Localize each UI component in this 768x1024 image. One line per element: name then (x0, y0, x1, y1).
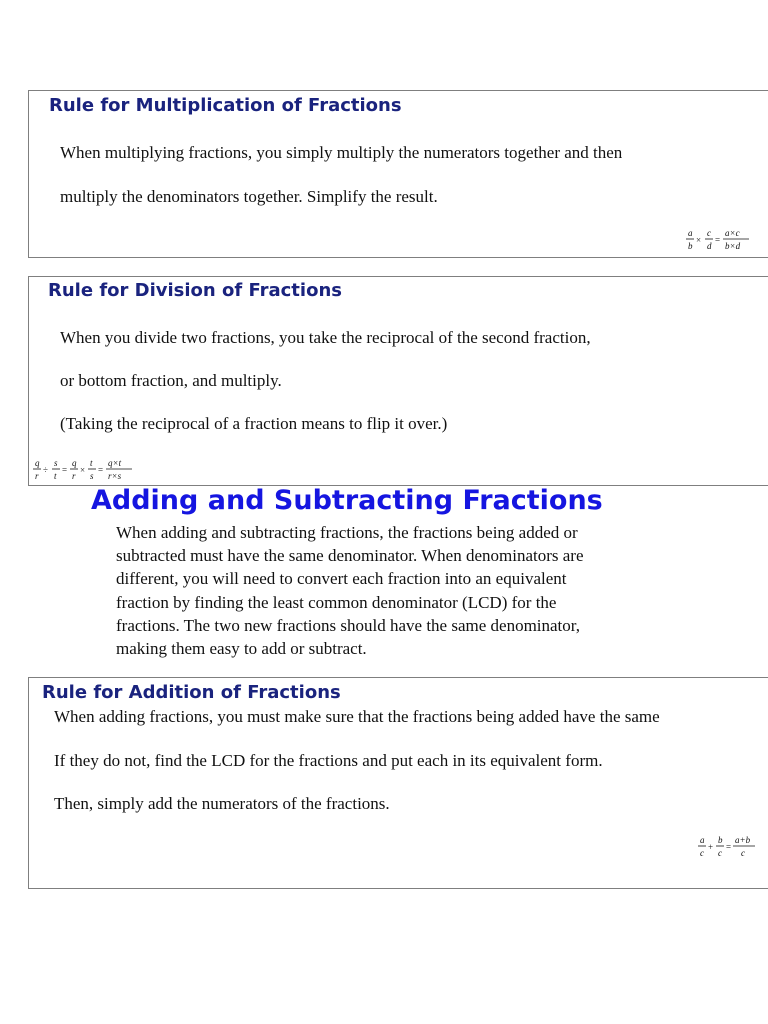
adding-subtracting-line-3: different, you will need to convert each fraction into an equivalent (116, 569, 567, 589)
svg-text:s: s (54, 458, 58, 468)
adding-subtracting-line-1: When adding and subtracting fractions, the fractions being added or (116, 523, 578, 542)
adding-subtracting-line-4: fraction by finding the least common denominator (LCD) for the (116, 592, 557, 612)
svg-text:s: s (90, 471, 94, 481)
svg-text:b×d: b×d (725, 241, 741, 251)
multiplication-line-1: When multiplying fractions, you simply multiply the numerators together and then (60, 143, 623, 162)
svg-text:b: b (688, 241, 693, 251)
addition-formula (697, 832, 763, 862)
svg-text:=: = (715, 235, 721, 245)
multiplication-formula (685, 225, 757, 255)
multiplication-rule-title: Rule for Multiplication of Fractions (49, 95, 402, 116)
division-line-3: (Taking the reciprocal of a fraction means to flip it over.) (60, 414, 448, 433)
svg-text:=: = (726, 842, 732, 852)
svg-text:×: × (80, 465, 86, 475)
division-line-1: When you divide two fractions, you take the reciprocal of the second fraction, (60, 328, 591, 347)
multiplication-line-2: multiply the denominators together. Simplify the result. (60, 187, 438, 206)
svg-text:q×t: q×t (108, 458, 122, 468)
division-line-2: or bottom fraction, and multiply. (60, 371, 282, 390)
adding-subtracting-line-6: making them easy to add or subtract. (116, 639, 367, 659)
svg-text:t: t (90, 458, 93, 468)
multiplication-rule-box (28, 90, 768, 258)
svg-text:r×s: r×s (108, 471, 122, 481)
division-rule-title: Rule for Division of Fractions (48, 280, 342, 301)
svg-text:c: c (718, 848, 722, 858)
svg-text:q: q (35, 458, 40, 468)
svg-text:q: q (72, 458, 77, 468)
svg-text:c: c (741, 848, 745, 858)
svg-text:a+b: a+b (735, 835, 751, 845)
svg-text:c: c (707, 228, 711, 238)
addition-line-2: If they do not, find the LCD for the fractions and put each in its equivalent form. (54, 751, 603, 770)
svg-text:d: d (707, 241, 712, 251)
svg-text:c: c (700, 848, 704, 858)
division-formula (32, 455, 142, 485)
svg-text:÷: ÷ (43, 465, 48, 475)
adding-subtracting-line-2: subtracted must have the same denominator. When denominators are (116, 546, 584, 566)
svg-text:t: t (54, 471, 57, 481)
svg-text:b: b (718, 835, 723, 845)
addition-rule-title: Rule for Addition of Fractions (42, 682, 341, 703)
adding-subtracting-line-5: fractions. The two new fractions should have the same denominator, (116, 615, 581, 635)
svg-text:a×c: a×c (725, 228, 740, 238)
division-rule-box (28, 276, 768, 486)
svg-text:+: + (708, 842, 714, 852)
addition-rule-box (28, 677, 768, 889)
svg-text:=: = (62, 465, 68, 475)
svg-text:a: a (700, 835, 705, 845)
addition-line-3: Then, simply add the numerators of the fractions. (54, 794, 390, 813)
adding-subtracting-heading: Adding and Subtracting Fractions (91, 485, 603, 516)
addition-line-1: When adding fractions, you must make sure that the fractions being added have the same (54, 707, 660, 726)
svg-text:=: = (98, 465, 104, 475)
adding-subtracting-paragraph (116, 521, 756, 660)
svg-text:×: × (696, 235, 702, 245)
svg-text:a: a (688, 228, 693, 238)
svg-text:r: r (35, 471, 39, 481)
svg-text:r: r (72, 471, 76, 481)
